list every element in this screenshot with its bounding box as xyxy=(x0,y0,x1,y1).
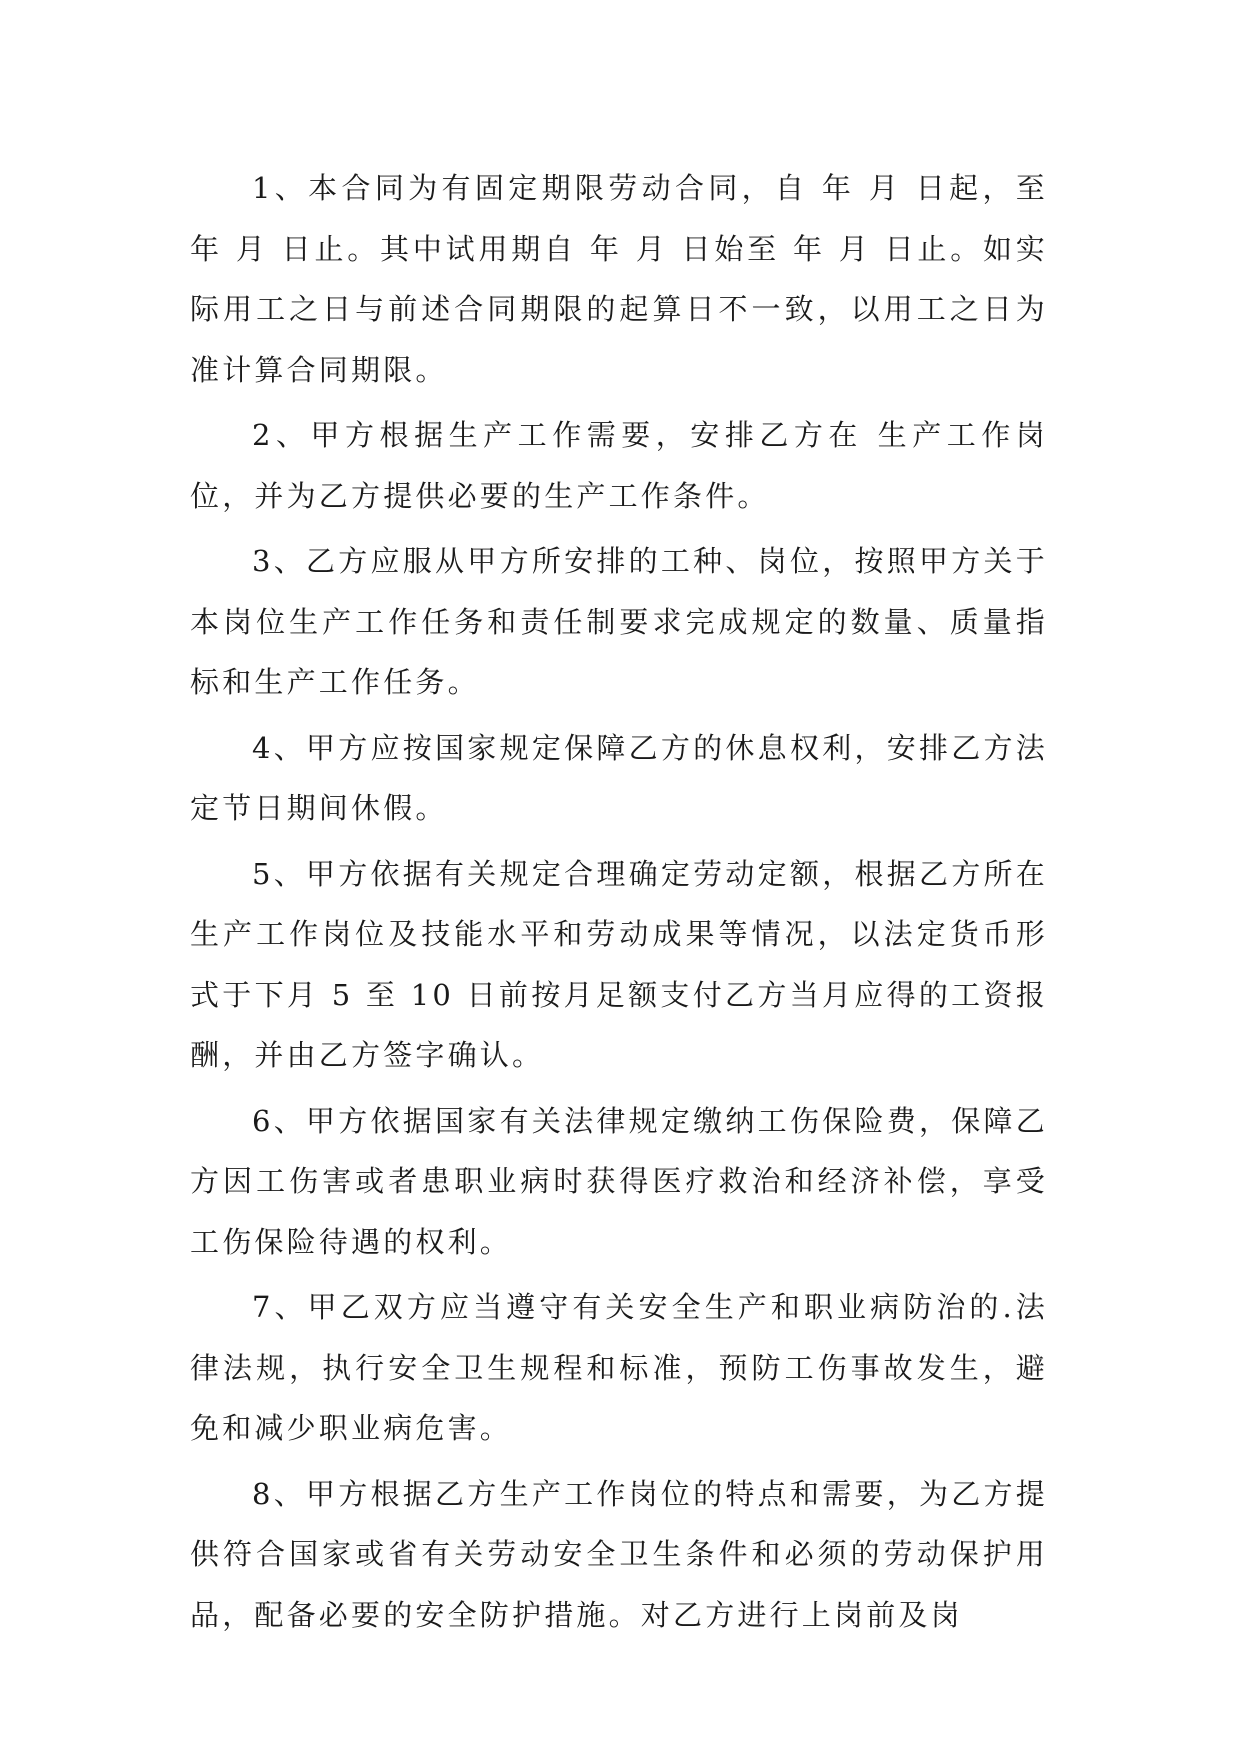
paragraph-clause-4: 4、甲方应按国家规定保障乙方的休息权利，安排乙方法定节日期间休假。 xyxy=(190,730,1048,825)
paragraph-clause-6: 6、甲方依据国家有关法律规定缴纳工伤保险费，保障乙方因工伤害或者患职业病时获得医疗救治和经济补偿，享受工伤保险待遇的权利。 xyxy=(190,1103,1048,1259)
document-body xyxy=(190,158,1048,1650)
paragraph-clause-3: 3、乙方应服从甲方所安排的工种、岗位，按照甲方关于本岗位生产工作任务和责任制要求完成规定的数量、质量指标和生产工作任务。 xyxy=(190,544,1048,699)
paragraph-clause-7: 7、甲乙双方应当遵守有关安全生产和职业病防治的.法律法规，执行安全卫生规程和标准，预防工伤事故发生，避免和减少职业病危害。 xyxy=(190,1290,1048,1445)
paragraph-clause-2: 2、甲方根据生产工作需要，安排乙方在 生产工作岗位，并为乙方提供必要的生产工作条件。 xyxy=(190,418,1048,513)
paragraph-clause-8: 8、甲方根据乙方生产工作岗位的特点和需要，为乙方提供符合国家或省有关劳动安全卫生条件和必须的劳动保护用品，配备必要的安全防护措施。对乙方进行上岗前及岗 xyxy=(190,1476,1048,1632)
paragraph-clause-1: 1、本合同为有固定期限劳动合同，自 年 月 日起，至 年 月 日止。其中试用期自 年 月 日始至 年 月 日止。如实际用工之日与前述合同期限的起算日不一致，以用工之日为准计算合同期限。 xyxy=(190,171,1048,387)
paragraph-clause-5: 5、甲方依据有关规定合理确定劳动定额，根据乙方所在生产工作岗位及技能水平和劳动成果等情况，以法定货币形式于下月 5 至 10 日前按月足额支付乙方当月应得的工资报酬，并由乙方签字确认。 xyxy=(190,856,1048,1072)
